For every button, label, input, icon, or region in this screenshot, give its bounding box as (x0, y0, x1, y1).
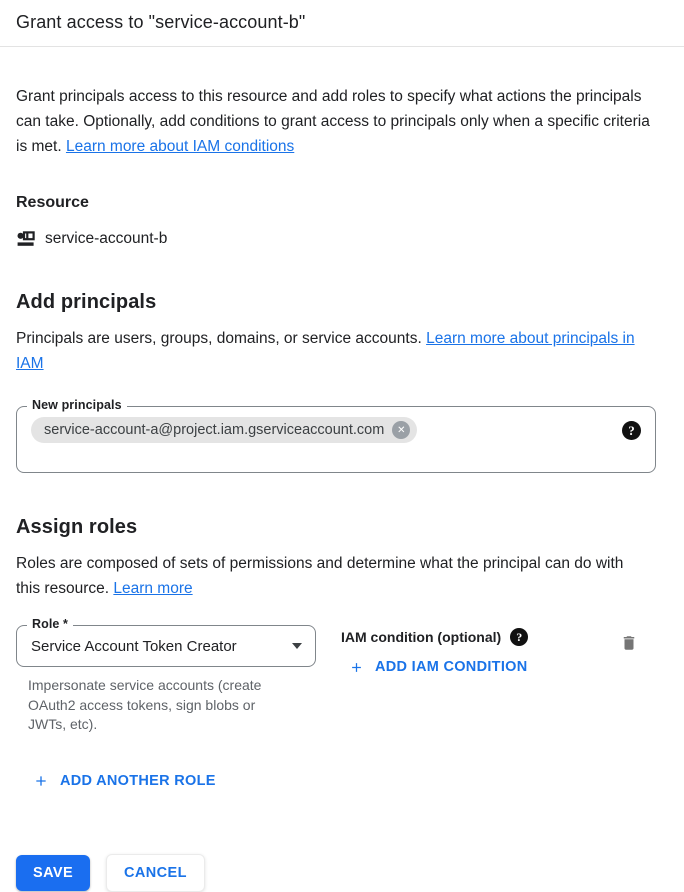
intro-text: Grant principals access to this resource and add roles to specify what actions the principals can take. Optionally, add conditions to grant access to principals only when a specific criteria is met. (16, 88, 650, 155)
close-icon[interactable]: ✕ (392, 421, 410, 439)
assign-roles-heading: Assign roles (16, 516, 138, 538)
principals-description-text: Principals are users, groups, domains, or service accounts. (16, 330, 427, 347)
dialog-body (0, 84, 684, 892)
dialog-actions (16, 854, 656, 892)
role-value: Service Account Token Creator (31, 637, 237, 655)
dialog-title: Grant access to "service-account-b" (16, 12, 306, 32)
save-button[interactable]: SAVE (16, 855, 90, 891)
roles-learn-more-link[interactable]: Learn more (113, 580, 193, 597)
add-icon (33, 773, 49, 789)
principals-learn-more-link[interactable]: Learn more about principals in IAM (16, 330, 635, 372)
add-iam-condition-label: ADD IAM CONDITION (375, 659, 528, 675)
arrow-drop-down-icon (292, 643, 302, 649)
add-another-role-button[interactable] (33, 773, 216, 789)
roles-description (16, 551, 624, 601)
iam-conditions-link[interactable]: Learn more about IAM conditions (65, 138, 295, 155)
role-column (16, 617, 316, 735)
resource-heading: Resource (16, 194, 89, 211)
trash-icon (620, 633, 638, 653)
resource-row (16, 229, 656, 248)
principal-chip-value: service-account-a@project.iam.gserviceaccount.com (44, 422, 385, 438)
principal-chip (31, 417, 417, 443)
add-icon (349, 660, 364, 675)
role-label: Role * (27, 617, 73, 631)
add-iam-condition-button[interactable] (349, 659, 528, 675)
iam-condition-label-row (341, 628, 620, 646)
role-select[interactable] (16, 617, 316, 667)
help-icon[interactable]: ? (622, 421, 641, 440)
service-account-key-icon (16, 229, 36, 248)
new-principals-field[interactable] (16, 398, 656, 473)
role-row (16, 617, 656, 735)
principals-description (16, 326, 656, 376)
add-another-role-label: ADD ANOTHER ROLE (60, 772, 216, 789)
add-principals-heading: Add principals (16, 291, 157, 313)
role-helper-text: Impersonate service accounts (create OAuth2 access tokens, sign blobs or JWTs, etc). (28, 677, 262, 732)
delete-role-button[interactable] (620, 633, 638, 653)
help-icon[interactable]: ? (510, 628, 528, 646)
new-principals-label: New principals (27, 398, 127, 412)
cancel-button[interactable]: CANCEL (106, 854, 205, 892)
delete-role-column (620, 625, 656, 658)
iam-condition-label: IAM condition (optional) (341, 629, 502, 645)
dialog-header (0, 0, 684, 47)
intro-paragraph (16, 84, 656, 159)
resource-name: service-account-b (45, 229, 168, 247)
roles-description-text: Roles are composed of sets of permissions and determine what the principal can do with this resource. (16, 555, 624, 597)
iam-condition-column (341, 625, 620, 680)
